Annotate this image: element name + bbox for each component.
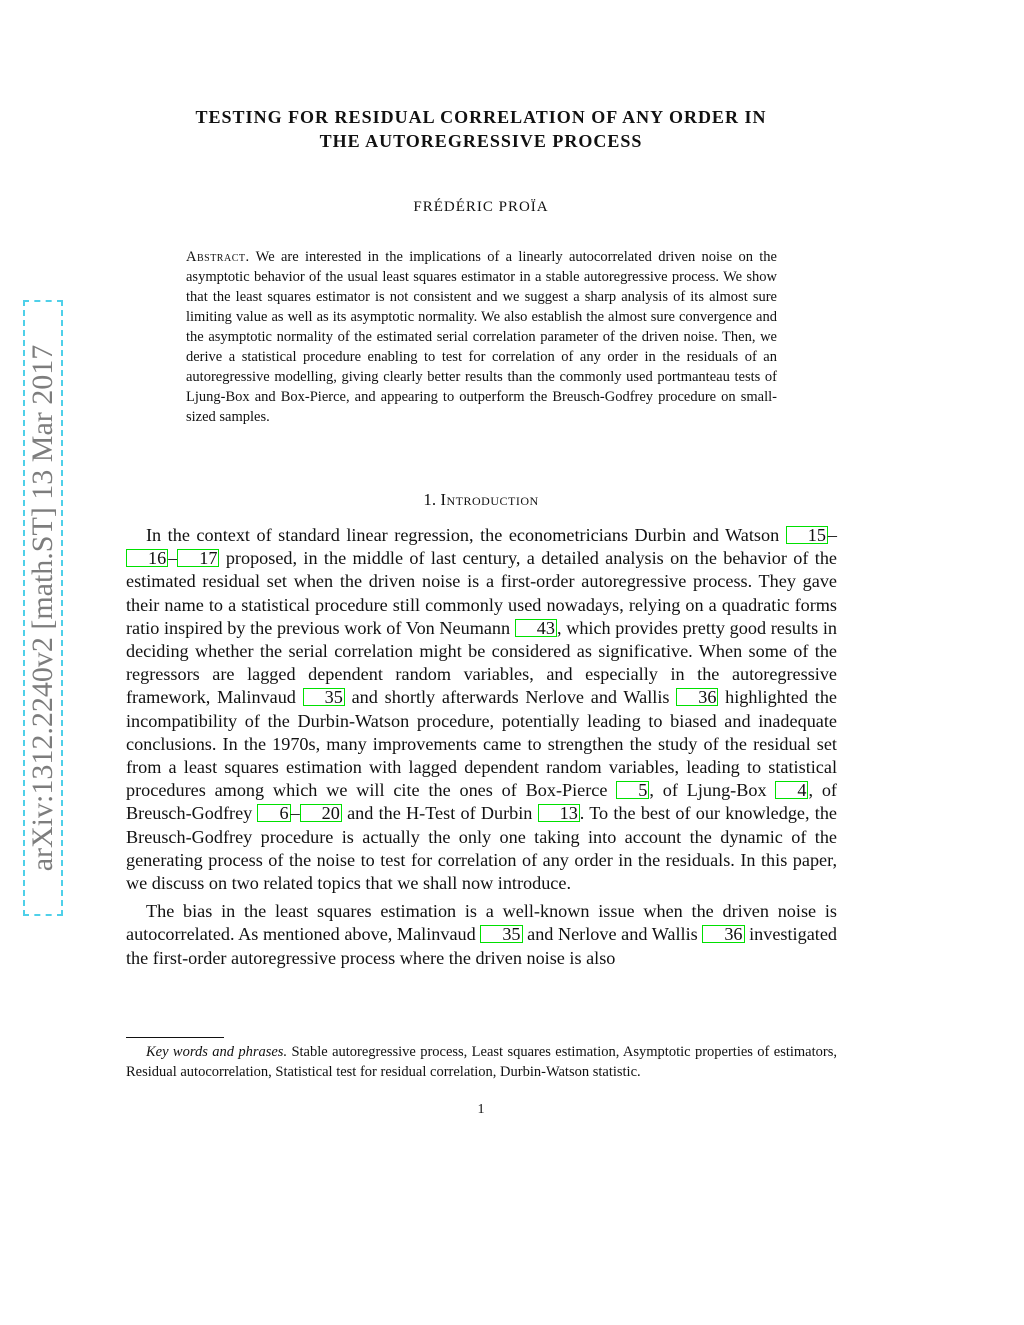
text-run: highlighted the incompatibility of the Durbin-Watson procedure, potentially leading to biased and inadequate conclusions. In the 1970s, many improvements came to strengthen the study of the residual set from a least squares estimation with lagged dependent random variables, leading to statistical procedures among which we will cite the ones of Box-Pierce [126, 687, 837, 801]
abstract-label: Abstract. [186, 249, 250, 265]
citation-link[interactable]: 16 [126, 549, 168, 567]
text-run: and shortly afterwards Nerlove and Wallis [344, 687, 677, 708]
citation-link[interactable]: 6 [257, 804, 290, 822]
citation-link[interactable]: 35 [480, 925, 522, 943]
title-line-1: TESTING FOR RESIDUAL CORRELATION OF ANY ORDER IN [195, 107, 767, 127]
footnote-rule [126, 1037, 224, 1038]
text-run: proposed, in the middle of last century, a detailed analysis on the behavior of the estimated residual set when the driven noise is a first-order autoregressive process. They gave their name to a statistical procedure still commonly used nowadays, relying on a quadratic forms ratio inspired by the previous work of Von Neumann [126, 548, 837, 638]
text-run: In the context of standard linear regression, the econometricians Durbin and Watson [146, 525, 786, 545]
abstract-text: We are interested in the implications of a linearly autocorrelated driven noise on the asymptotic behavior of the usual least squares estimator in a stable autoregressive process. We show that the least squares estimator is not consistent and we suggest a sharp analysis of its almost sure limiting value as well as its asymptotic normality. We also establish the almost sure convergence and the asymptotic normality of the estimated serial correlation parameter of the driven noise. Then, we derive a statistical procedure enabling to test for correlation of any order in the residuals of an autoregressive modelling, giving clearly better results than the commonly used portmanteau tests of Ljung-Box and Box-Pierce, and appearing to outperform the Breusch-Godfrey procedure on small-sized samples. [186, 249, 777, 425]
citation-link[interactable]: 35 [303, 688, 345, 706]
author-name: FRÉDÉRIC PROÏA [413, 199, 549, 215]
section-heading [126, 490, 836, 510]
citation-dash: – [827, 525, 837, 545]
citation-link[interactable]: 4 [775, 781, 808, 799]
page-number: 1 [477, 1102, 485, 1117]
arxiv-identifier-text: arXiv:1312.2240v2 [math.ST] 13 Mar 2017 [26, 344, 59, 872]
citation-link[interactable]: 15 [786, 526, 828, 544]
text-run: , which provides pretty good results in deciding whether the serial correlation might be considered as significative. When some of the regressors are lagged dependent random variables, and especially in the autoregressive framework, Malinvaud [126, 617, 837, 708]
text-run: . To the best of our knowledge, the Breusch-Godfrey procedure is actually the only one taking into account the dynamic of the generating process of the noise to test for correlation of any order in the residuals. In this paper, we discuss on two related topics that we shall now introduce. [126, 803, 837, 894]
title-line-2: THE AUTOREGRESSIVE PROCESS [319, 131, 643, 151]
footnote-label: Key words and phrases. [146, 1044, 288, 1060]
citation-dash: – [290, 803, 300, 824]
citation-link[interactable]: 43 [515, 619, 557, 637]
text-run: investigated the first-order autoregressive process where the driven noise is also [126, 924, 838, 968]
citation-link[interactable]: 13 [538, 804, 580, 822]
text-run: The bias in the least squares estimation is a well-known issue when the driven noise is autocorrelated. As mentioned above, Malinvaud [126, 901, 837, 945]
section-title: Introduction [440, 490, 539, 509]
footnote-text: Stable autoregressive process, Least squares estimation, Asymptotic properties of estimators, Residual autocorrelation, Statistical test for residual correlation, Durbin-Watson statistic. [126, 1044, 837, 1080]
section-number: 1. [423, 490, 437, 509]
text-run: , of Breusch-Godfrey [126, 780, 837, 824]
paper-title [126, 105, 836, 153]
citation-link[interactable]: 36 [676, 688, 718, 706]
text-run: , of Ljung-Box [649, 780, 776, 801]
citation-link[interactable]: 36 [702, 925, 744, 943]
abstract [186, 247, 777, 427]
text-run: and Nerlove and Wallis [522, 924, 703, 945]
citation-link[interactable]: 17 [177, 549, 219, 567]
footnote [126, 1042, 837, 1082]
arxiv-identifier-stamp[interactable] [23, 300, 63, 916]
body-text [126, 524, 837, 970]
paragraph-2 [126, 900, 837, 970]
text-run: and the H-Test of Durbin [341, 803, 538, 824]
paragraph-1 [126, 524, 837, 895]
citation-dash: – [168, 548, 178, 569]
citation-link[interactable]: 5 [616, 781, 649, 799]
citation-link[interactable]: 20 [300, 804, 342, 822]
